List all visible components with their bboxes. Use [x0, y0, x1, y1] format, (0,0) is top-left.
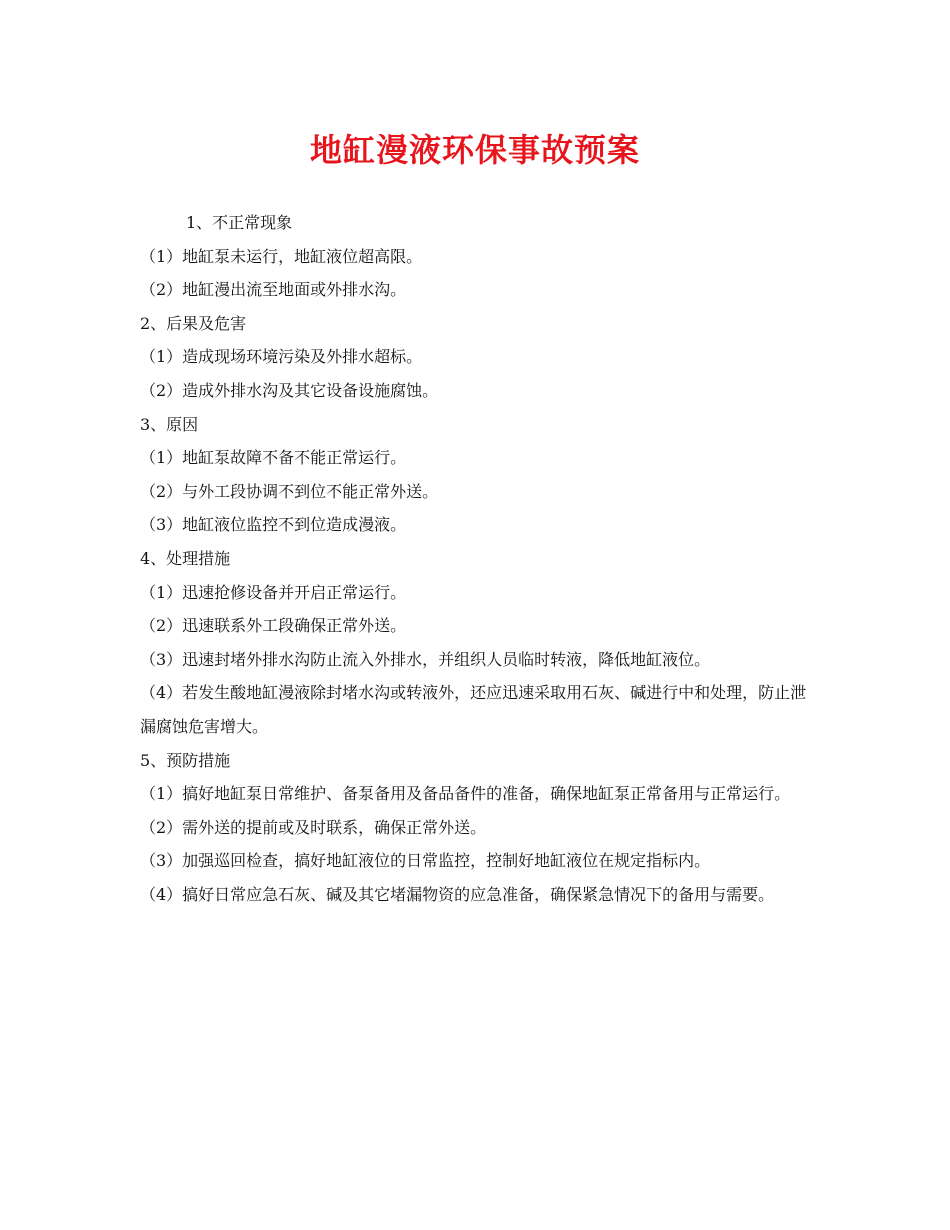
section-heading-handling: 4、处理措施 [140, 548, 231, 568]
paragraph: （3）迅速封堵外排水沟防止流入外排水，并组织人员临时转液，降低地缸液位。 [140, 649, 711, 669]
paragraph: （1）地缸泵故障不备不能正常运行。 [140, 448, 407, 468]
paragraph: （1）搞好地缸泵日常维护、备泵备用及备品备件的准备，确保地缸泵正常备用与正常运行。 [140, 784, 791, 804]
document-body [140, 206, 812, 911]
paragraph: （1）造成现场环境污染及外排水超标。 [140, 347, 423, 367]
paragraph: （2）造成外排水沟及其它设备设施腐蚀。 [140, 380, 439, 400]
paragraph: （2）地缸漫出流至地面或外排水沟。 [140, 280, 407, 300]
section-heading-abnormal: 1、不正常现象 [186, 213, 293, 232]
section-heading-consequences: 2、后果及危害 [140, 313, 247, 333]
section-heading-causes: 3、原因 [140, 414, 199, 434]
paragraph: （2）需外送的提前或及时联系，确保正常外送。 [140, 817, 487, 837]
paragraph: （1）地缸泵未运行，地缸液位超高限。 [140, 246, 423, 266]
paragraph: （4）若发生酸地缸漫液除封堵水沟或转液外，还应迅速采取用石灰、碱进行中和处理，防止泄漏腐蚀危害增大。 [140, 683, 807, 736]
paragraph: （1）迅速抢修设备并开启正常运行。 [140, 582, 407, 602]
document-title: 地缸漫液环保事故预案 [309, 131, 640, 169]
paragraph: （4）搞好日常应急石灰、碱及其它堵漏物资的应急准备，确保紧急情况下的备用与需要。 [140, 884, 775, 904]
paragraph: （2）迅速联系外工段确保正常外送。 [140, 616, 407, 636]
paragraph: （3）地缸液位监控不到位造成漫液。 [140, 515, 407, 535]
section-heading-prevention: 5、预防措施 [140, 750, 231, 770]
paragraph: （2）与外工段协调不到位不能正常外送。 [140, 481, 439, 501]
paragraph: （3）加强巡回检查，搞好地缸液位的日常监控，控制好地缸液位在规定指标内。 [140, 851, 711, 871]
